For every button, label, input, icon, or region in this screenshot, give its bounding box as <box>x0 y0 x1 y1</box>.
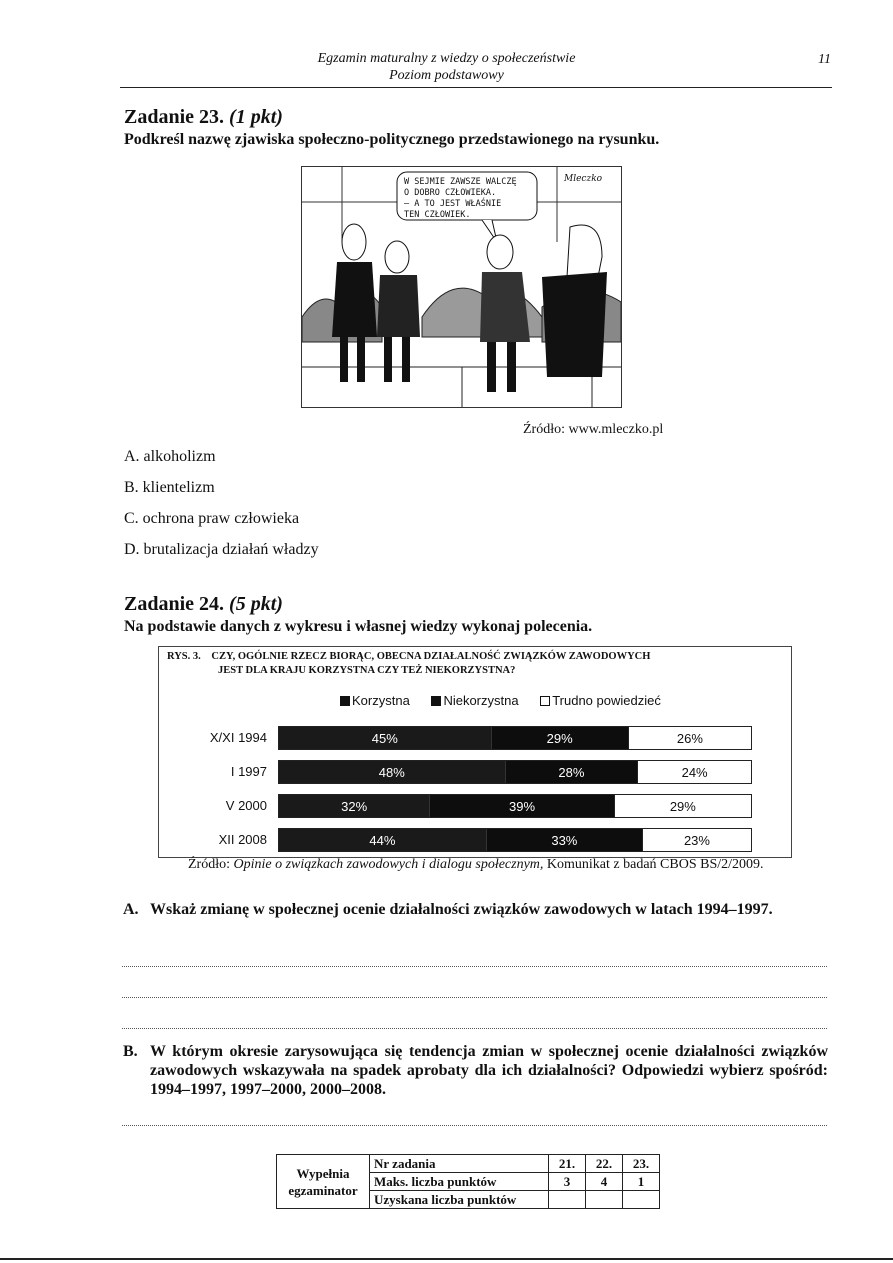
task24-source-prefix: Źródło: <box>188 857 234 872</box>
question-a <box>123 900 828 919</box>
header-divider <box>120 87 832 88</box>
speech-line-4: TEN CZŁOWIEK. <box>404 210 471 220</box>
footer-line <box>0 1258 893 1260</box>
chart-data-label: 45% <box>371 730 398 746</box>
chart-category-label: XII 2008 <box>218 832 267 847</box>
answer-line-b1[interactable] <box>122 1125 827 1126</box>
grading-task-number-label: Nr zadania <box>370 1155 549 1173</box>
grading-task-23: 23. <box>623 1155 660 1173</box>
option-b: B. klientelizm <box>124 479 215 496</box>
grading-obtained-22[interactable] <box>586 1191 623 1209</box>
chart-bar-row <box>278 726 752 750</box>
chart-bar-row <box>278 794 752 818</box>
question-b <box>123 1042 828 1099</box>
chart-title <box>167 650 787 678</box>
grading-task-22: 22. <box>586 1155 623 1173</box>
task24-points: (5 pkt) <box>229 593 283 615</box>
legend-item-niekorzystna <box>431 693 518 708</box>
chart-bar-row <box>278 760 752 784</box>
chart-data-label: 32% <box>341 798 368 814</box>
grading-obtained-label: Uzyskana liczba punktów <box>370 1191 549 1209</box>
chart-data-label: 39% <box>509 798 536 814</box>
header-level: Poziom podstawowy <box>389 68 504 83</box>
answer-line-a2[interactable] <box>122 997 827 998</box>
chart-data-label: 23% <box>683 832 710 848</box>
chart-figure-number: RYS. 3. <box>167 651 201 662</box>
legend-item-trudno <box>540 693 661 708</box>
option-a: A. alkoholizm <box>124 448 216 465</box>
question-b-text: W którym okresie zarysowująca się tendencja zmian w społecznej ocenie działalności związków zawodowych wskazywała na spadek aprobaty dla ich działalności? Odpowiedzi wybierz spośród: 1994–1997, 1997–2000, 2000–2008. <box>150 1043 828 1098</box>
chart-bar-segment-niekorzystna <box>491 727 628 749</box>
chart-bar-segment-korzystna <box>279 795 429 817</box>
chart-category-label: I 1997 <box>230 764 267 779</box>
chart-bar-segment-niekorzystna <box>429 795 613 817</box>
speech-line-2: O DOBRO CZŁOWIEKA. <box>404 188 497 198</box>
chart-data-label: 48% <box>378 764 405 780</box>
chart-title-line2: JEST DLA KRAJU KORZYSTNA CZY TEŻ NIEKORZYSTNA? <box>218 665 516 676</box>
task23-points: (1 pkt) <box>229 106 283 128</box>
task24-instruction: Na podstawie danych z wykresu i własnej wiedzy wykonaj polecenia. <box>124 618 593 635</box>
grading-max-21: 3 <box>549 1173 586 1191</box>
chart-legend <box>340 693 679 708</box>
chart-data-label: 44% <box>369 832 396 848</box>
chart-bar-segment-korzystna <box>279 761 505 783</box>
grading-max-22: 4 <box>586 1173 623 1191</box>
question-a-text: Wskaż zmianę w społecznej ocenie działalności związków zawodowych w latach 1994–1997. <box>150 901 773 918</box>
cartoon-signature: Mleczko <box>564 174 603 184</box>
chart-bar-segment-korzystna <box>279 727 491 749</box>
task23-number: Zadanie 23. <box>124 106 225 128</box>
legend-label-niekorzystna: Niekorzystna <box>443 693 519 708</box>
cartoon-illustration <box>301 166 622 408</box>
page-number: 11 <box>818 52 831 67</box>
grading-task-21: 21. <box>549 1155 586 1173</box>
chart-data-label: 29% <box>546 730 573 746</box>
legend-label-trudno: Trudno powiedzieć <box>552 693 661 708</box>
speech-line-1: W SEJMIE ZAWSZE WALCZĘ <box>404 177 517 187</box>
grading-obtained-21[interactable] <box>549 1191 586 1209</box>
chart-bar-segment-niekorzystna <box>486 829 642 851</box>
chart-bar-segment-trudno <box>628 727 751 749</box>
task24-source-title: Opinie o związkach zawodowych i dialogu społecznym, <box>233 857 544 872</box>
chart-data-label: 33% <box>551 832 578 848</box>
legend-label-korzystna: Korzystna <box>352 693 410 708</box>
chart-data-label: 29% <box>669 798 696 814</box>
speech-line-3: – A TO JEST WŁAŚNIE <box>404 199 502 209</box>
chart-bar-segment-korzystna <box>279 829 486 851</box>
chart-bar-segment-trudno <box>637 761 751 783</box>
header-exam-title: Egzamin maturalny z wiedzy o społeczeństwie <box>317 51 576 66</box>
legend-swatch-niekorzystna <box>431 696 441 706</box>
grading-table <box>276 1154 660 1209</box>
chart-bar-segment-niekorzystna <box>505 761 638 783</box>
chart-data-label: 24% <box>681 764 708 780</box>
task23-instruction: Podkreśl nazwę zjawiska społeczno-politycznego przedstawionego na rysunku. <box>124 131 660 148</box>
question-a-label: A. <box>123 901 139 918</box>
chart-bar-segment-trudno <box>642 829 751 851</box>
task24-title <box>124 593 283 616</box>
answer-line-a3[interactable] <box>122 1028 827 1029</box>
task24-source-suffix: Komunikat z badań CBOS BS/2/2009. <box>543 857 764 872</box>
chart-data-label: 26% <box>676 730 703 746</box>
legend-swatch-korzystna <box>340 696 350 706</box>
task24-number: Zadanie 24. <box>124 593 225 615</box>
legend-swatch-trudno <box>540 696 550 706</box>
legend-item-korzystna <box>340 693 410 708</box>
chart-category-label: V 2000 <box>225 798 267 813</box>
chart-bar-segment-trudno <box>614 795 751 817</box>
chart-title-line1: CZY, OGÓLNIE RZECZ BIORĄC, OBECNA DZIAŁALNOŚĆ ZWIĄZKÓW ZAWODOWYCH <box>211 651 651 662</box>
question-b-label: B. <box>123 1043 138 1060</box>
grading-max-points-label: Maks. liczba punktów <box>370 1173 549 1191</box>
task23-title <box>124 106 283 129</box>
answer-line-a1[interactable] <box>122 966 827 967</box>
task24-source <box>188 857 764 873</box>
option-c: C. ochrona praw człowieka <box>124 510 300 527</box>
chart-data-label: 28% <box>558 764 585 780</box>
cartoon-drawing <box>302 167 621 407</box>
option-d: D. brutalizacja działań władzy <box>124 541 319 558</box>
grading-fill-label: Wypełnia egzaminator <box>277 1155 370 1209</box>
chart-bar-row <box>278 828 752 852</box>
grading-max-23: 1 <box>623 1173 660 1191</box>
grading-obtained-23[interactable] <box>623 1191 660 1209</box>
task23-source: Źródło: www.mleczko.pl <box>523 422 664 437</box>
chart-category-label: X/XI 1994 <box>209 730 267 745</box>
